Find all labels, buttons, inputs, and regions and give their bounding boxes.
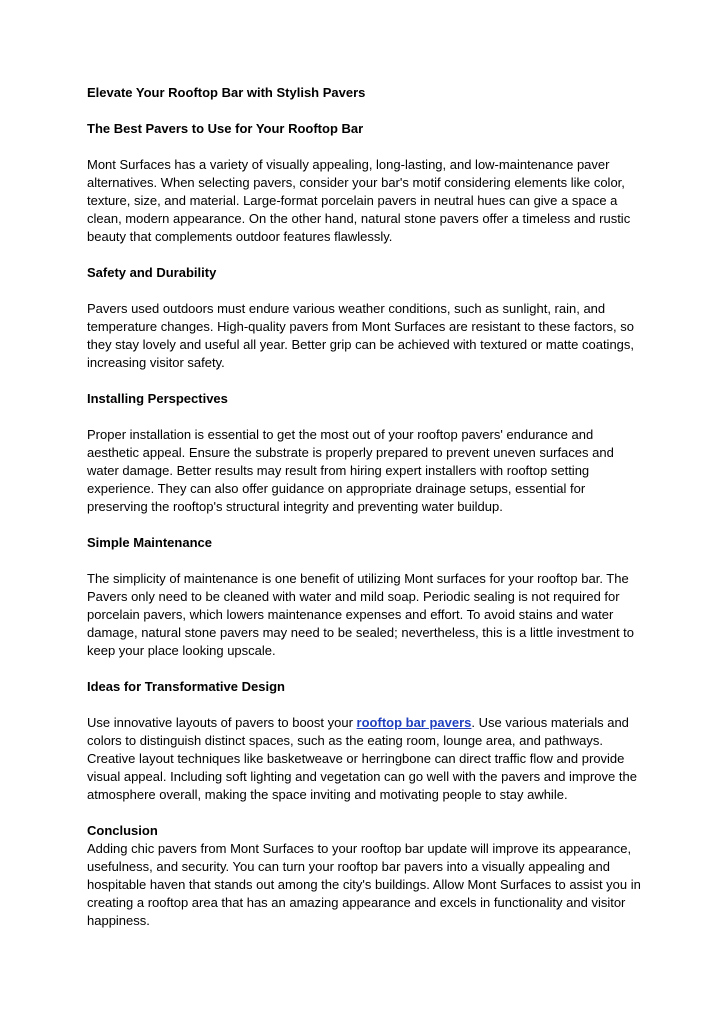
spacer [87, 246, 647, 264]
heading-conclusion: Conclusion [87, 823, 158, 838]
document-title: Elevate Your Rooftop Bar with Stylish Pavers [87, 85, 366, 100]
paragraph-ideas-text-before: Use innovative layouts of pavers to boost your [87, 715, 357, 730]
heading-ideas: Ideas for Transformative Design [87, 679, 285, 694]
spacer [87, 372, 647, 390]
paragraph-ideas-text-after: . Use various materials and colors to distinguish distinct spaces, such as the eating room, lounge area, and pathways. Creative layout techniques like basketweave or herringbone can direct traffic flow and provide visual appeal. Including soft lighting and vegetation can go well with the pavers and improve the atmosphere overall, making the space inviting and motivating people to stay awhile. [87, 715, 637, 802]
paragraph-ideas [87, 714, 647, 804]
spacer [87, 660, 647, 678]
heading-installing: Installing Perspectives [87, 391, 228, 406]
spacer [87, 804, 647, 822]
paragraph-maintenance: The simplicity of maintenance is one benefit of utilizing Mont surfaces for your rooftop bar. The Pavers only need to be cleaned with water and mild soap. Periodic sealing is not required for porcelain pavers, which lowers maintenance expenses and effort. To avoid stains and water damage, natural stone pavers may need to be sealed; nevertheless, this is a little investment to keep your place looking upscale. [87, 571, 635, 658]
paragraph-best-pavers: Mont Surfaces has a variety of visually appealing, long-lasting, and low-maintenance paver alternatives. When selecting pavers, consider your bar's motif considering elements like color, texture, size, and material. Large-format porcelain pavers in neutral hues can give a space a clean, modern appearance. On the other hand, natural stone pavers offer a timeless and rustic beauty that complements outdoor features flawlessly. [87, 157, 631, 244]
spacer [87, 516, 647, 534]
heading-maintenance: Simple Maintenance [87, 535, 212, 550]
paragraph-installing: Proper installation is essential to get the most out of your rooftop pavers' endurance and aesthetic appeal. Ensure the substrate is properly prepared to prevent uneven surfaces and water damage. Better results may result from hiring expert installers with rooftop setting experience. They can also offer guidance on appropriate drainage setups, essential for preserving the rooftop's structural integrity and preventing water buildup. [87, 427, 614, 514]
paragraph-conclusion: Adding chic pavers from Mont Surfaces to your rooftop bar update will improve its appearance, usefulness, and security. You can turn your rooftop bar pavers into a visually appealing and hospitable haven that stands out among the city's buildings. Allow Mont Surfaces to assist you in creating a rooftop area that has an amazing appearance and excels in functionality and visitor happiness. [87, 841, 641, 928]
rooftop-bar-pavers-link[interactable]: rooftop bar pavers [356, 715, 472, 730]
spacer [87, 552, 647, 570]
spacer [87, 282, 647, 300]
spacer [87, 408, 647, 426]
spacer [87, 696, 647, 714]
heading-best-pavers: The Best Pavers to Use for Your Rooftop Bar [87, 121, 364, 136]
spacer [87, 102, 647, 120]
heading-safety: Safety and Durability [87, 265, 217, 280]
paragraph-safety: Pavers used outdoors must endure various weather conditions, such as sunlight, rain, and temperature changes. High-quality pavers from Mont Surfaces are resistant to these factors, so they stay lovely and useful all year. Better grip can be achieved with textured or matte coatings, increasing visitor safety. [87, 301, 635, 370]
spacer [87, 138, 647, 156]
document-page [87, 84, 647, 930]
